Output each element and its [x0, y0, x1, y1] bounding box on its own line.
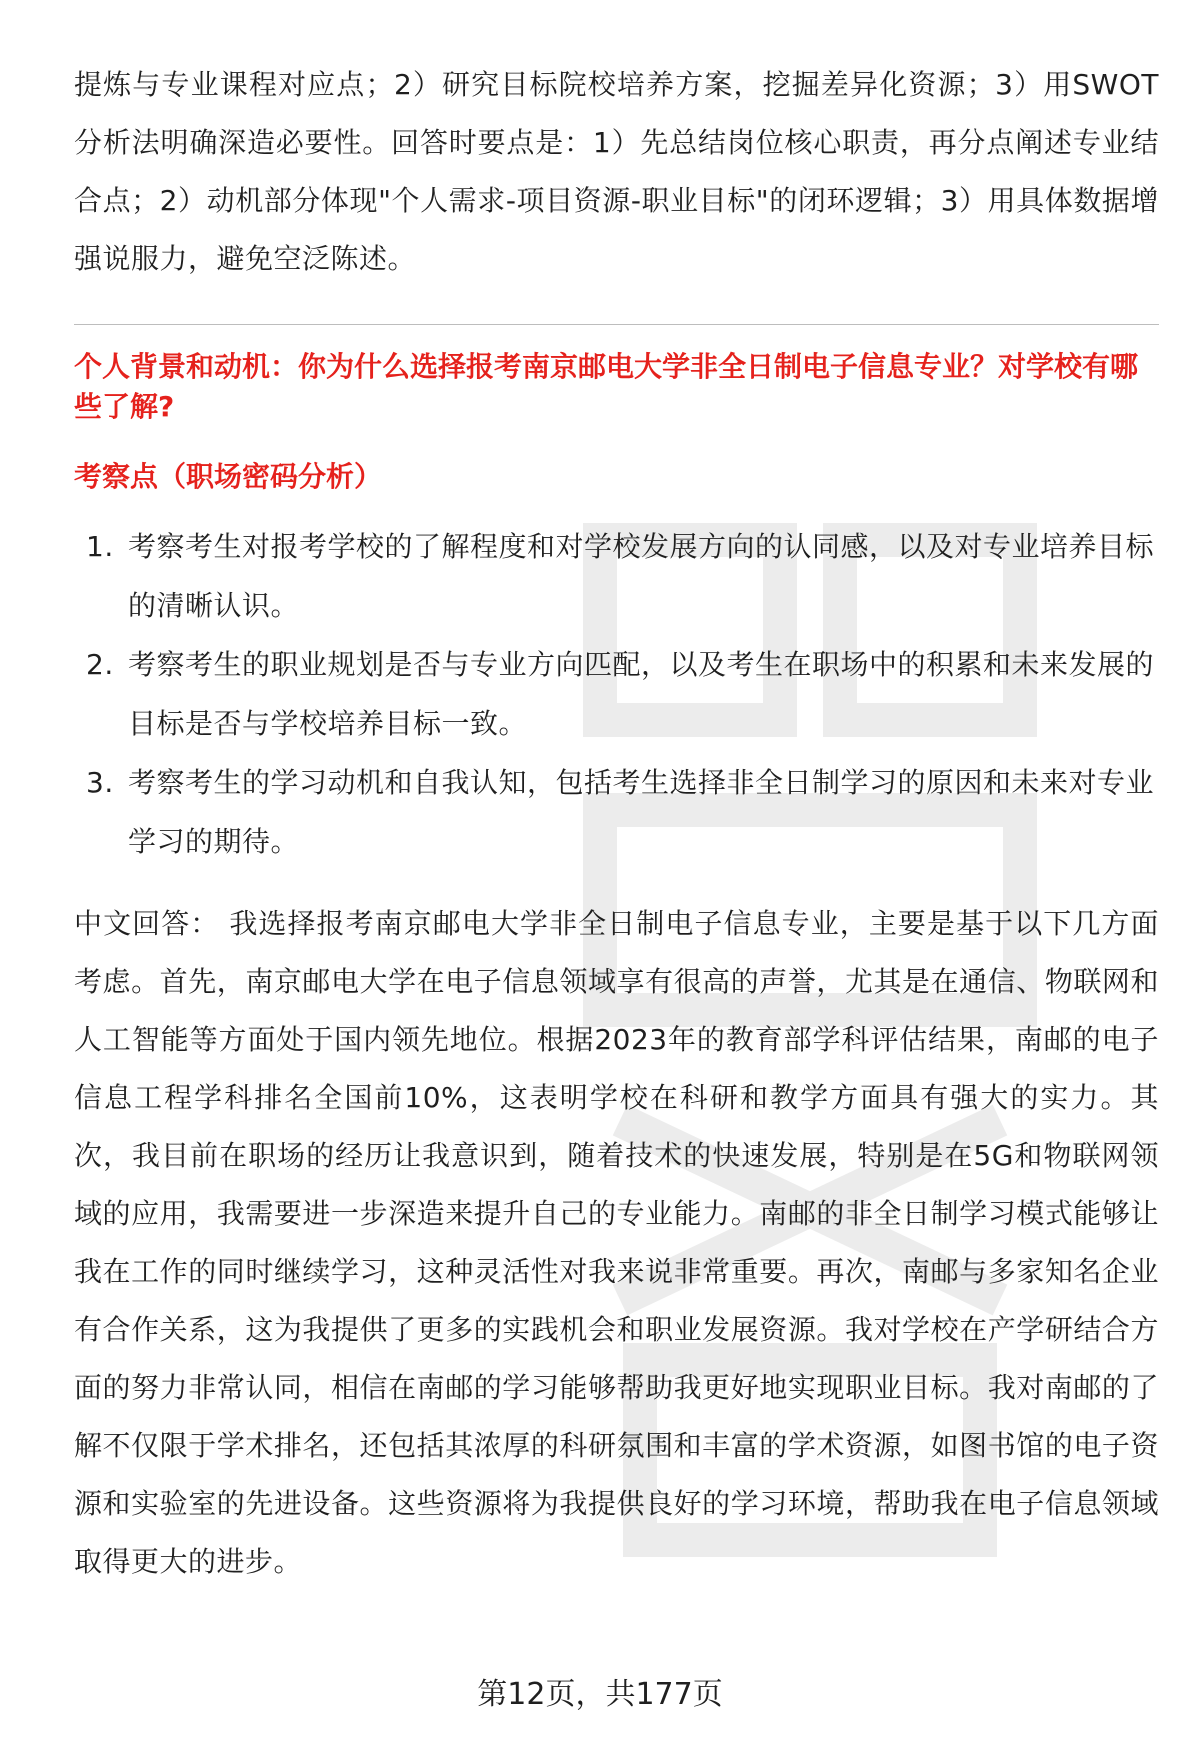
assessment-heading: 考察点（职场密码分析）	[74, 460, 383, 493]
list-item-text: 考察考生的学习动机和自我认知，包括考生选择非全日制学习的原因和未来对专业学习的期待。	[128, 766, 1155, 858]
section-divider	[74, 324, 1159, 325]
page-number-footer: 第12页，共177页	[477, 1677, 723, 1712]
assessment-points-list	[74, 517, 1159, 871]
intro-paragraph: 提炼与专业课程对应点；2）研究目标院校培养方案，挖掘差异化资源；3）用SWOT分析法明确深造必要性。回答时要点是：1）先总结岗位核心职责，再分点阐述专业结合点；2）动机部分体现"个人需求-项目资源-职业目标"的闭环逻辑；3）用具体数据增强说服力，避免空泛陈述。	[74, 68, 1159, 275]
list-item-number: 3.	[86, 766, 114, 799]
list-item-text: 考察考生对报考学校的了解程度和对学校发展方向的认同感，以及对专业培养目标的清晰认识。	[128, 530, 1155, 622]
list-item-number: 2.	[86, 648, 114, 681]
list-item	[74, 753, 1159, 871]
list-item	[74, 517, 1159, 635]
list-item-number: 1.	[86, 530, 114, 563]
list-item	[74, 635, 1159, 753]
answer-paragraph: 中文回答： 我选择报考南京邮电大学非全日制电子信息专业，主要是基于以下几方面考虑。首先，南京邮电大学在电子信息领域享有很高的声誉，尤其是在通信、物联网和人工智能等方面处于国内领先地位。根据2023年的教育部学科评估结果，南邮的电子信息工程学科排名全国前10%，这表明学校在科研和教学方面具有强大的实力。其次，我目前在职场的经历让我意识到，随着技术的快速发展，特别是在5G和物联网领域的应用，我需要进一步深造来提升自己的专业能力。南邮的非全日制学习模式能够让我在工作的同时继续学习，这种灵活性对我来说非常重要。再次，南邮与多家知名企业有合作关系，这为我提供了更多的实践机会和职业发展资源。我对学校在产学研结合方面的努力非常认同，相信在南邮的学习能够帮助我更好地实现职业目标。我对南邮的了解不仅限于学术排名，还包括其浓厚的科研氛围和丰富的学术资源，如图书馆的电子资源和实验室的先进设备。这些资源将为我提供良好的学习环境，帮助我在电子信息领域取得更大的进步。	[74, 907, 1159, 1578]
question-title: 个人背景和动机：你为什么选择报考南京邮电大学非全日制电子信息专业？对学校有哪些了解?	[74, 350, 1139, 423]
list-item-text: 考察考生的职业规划是否与专业方向匹配，以及考生在职场中的积累和未来发展的目标是否与学校培养目标一致。	[128, 648, 1155, 740]
page-content	[74, 56, 1159, 1591]
